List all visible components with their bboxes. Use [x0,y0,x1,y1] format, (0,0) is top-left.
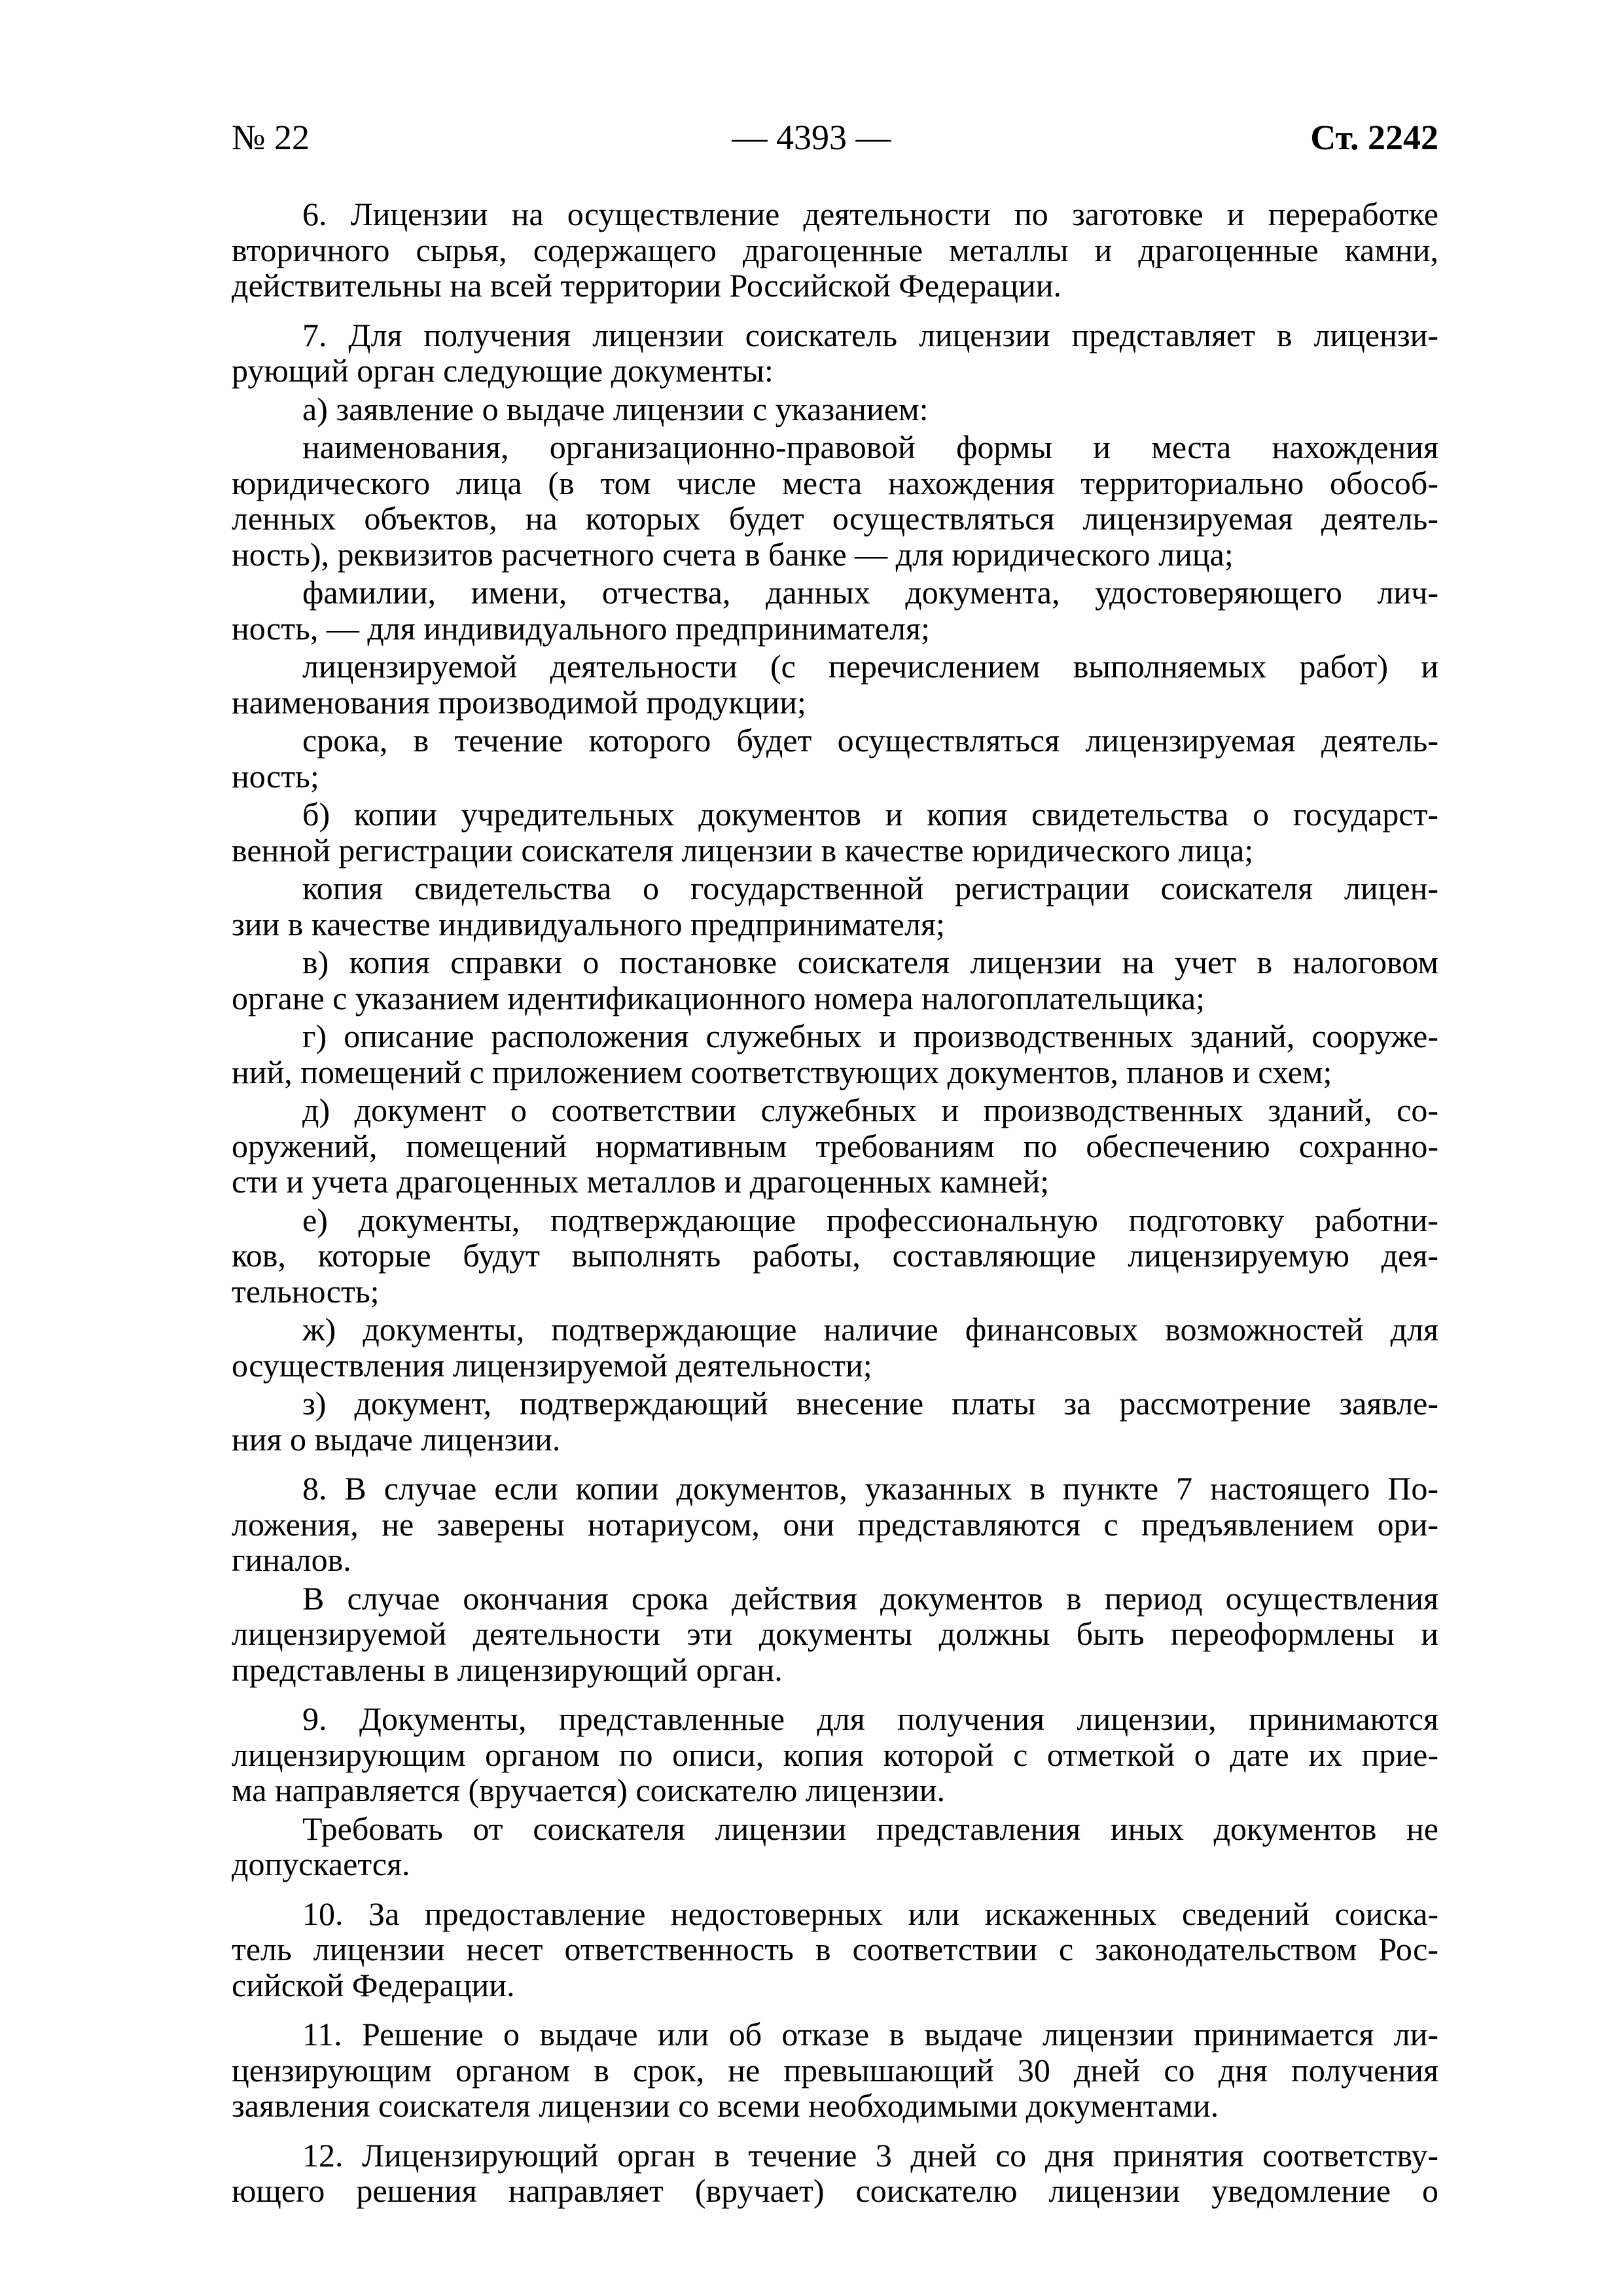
line-text: ния о выдаче лицензии. [232,1420,561,1458]
sub-paragraph [232,1202,1438,1310]
sub-paragraph [232,1581,1438,1688]
text-line [232,1931,1438,1967]
line-text: допускается. [232,1846,410,1882]
line-text: сти и учета драгоценных металлов и драгоценных камней; [232,1163,1050,1200]
line-text: ность), реквизитов расчетного счета в банке — для юридического лица; [232,535,1234,573]
text-line [232,1772,1438,1808]
sub-paragraph [232,1386,1438,1457]
line-text: заявления соискателя лицензии со всеми необходимыми документами. [232,2087,1219,2124]
text-line [232,1737,1438,1773]
text-line [232,611,1438,647]
text-line [232,1274,1438,1310]
text-line [232,797,1438,833]
line-text: представлены в лицензирующий орган. [232,1651,783,1688]
article-number: Ст. 2242 [1310,118,1438,157]
line-text: лицензируемой деятельности (с перечислением выполняемых работ) и [302,648,1438,685]
line-text: лицензируемой деятельности эти документы должны быть переоформлены и [232,1615,1438,1652]
text-line [232,2088,1438,2124]
document-body [232,196,1438,2209]
text-line [232,906,1438,942]
text-line [232,2017,1438,2053]
line-text: вторичного сырья, содержащего драгоценные металлы и драгоценные камни, [232,231,1438,268]
text-line [232,1471,1438,1507]
line-text: сийской Федерации. [232,1966,515,2003]
line-text: зии в качестве индивидуального предпринимателя; [232,905,945,942]
text-line [232,268,1438,304]
text-line [232,1846,1438,1882]
text-line [232,1312,1438,1348]
line-text: 11. Решение о выдаче или об отказе в выдаче лицензии принимается ли- [302,2016,1438,2053]
line-text: ность; [232,757,319,795]
line-text: д) документ о соответствии служебных и производственных зданий, со- [302,1092,1438,1128]
text-line [232,353,1438,389]
text-line [232,1386,1438,1422]
line-text: ма направляется (вручается) соискателю лицензии. [232,1772,946,1808]
text-line [232,1128,1438,1164]
text-line [232,1896,1438,1932]
text-line [232,1542,1438,1578]
sub-paragraph [232,1312,1438,1383]
line-text: юридического лица (в том числе места нахождения территориально обособ- [232,464,1438,501]
text-line [232,2138,1438,2174]
line-text: 8. В случае если копии документов, указанных в пункте 7 настоящего По- [302,1470,1438,1507]
text-line [232,501,1438,537]
line-text: лицензирующим органом по описи, копия которой с отметкой о дате их прие- [232,1736,1438,1773]
line-text: венной регистрации соискателя лицензии в качестве юридического лица; [232,831,1254,869]
sub-paragraph [232,870,1438,942]
line-text: 10. За предоставление недостоверных или искаженных сведений соиска- [302,1895,1438,1932]
line-text: ложения, не заверены нотариусом, они представляются с предъявлением ори- [232,1505,1438,1543]
text-line [232,1348,1438,1384]
line-text: г) описание расположения служебных и производственных зданий, сооруже- [302,1018,1438,1054]
clause-paragraph [232,2017,1438,2124]
text-line [232,1092,1438,1128]
text-line [232,685,1438,721]
line-text: действительны на всей территории Российской Федерации. [232,267,1062,304]
text-line [232,980,1438,1016]
text-line [232,833,1438,869]
line-text: копия свидетельства о государственной регистрации соискателя лицен- [302,870,1438,906]
line-text: гиналов. [232,1541,351,1578]
sub-paragraph [232,1092,1438,1200]
sub-paragraph [232,575,1438,646]
sub-paragraph [232,944,1438,1016]
clause-paragraph [232,2138,1438,2209]
line-text: е) документы, подтверждающие профессиональную подготовку работни- [302,1201,1438,1238]
text-line [232,1238,1438,1274]
text-line [232,649,1438,685]
sub-paragraph [232,723,1438,794]
text-line [232,1967,1438,2003]
line-text: Требовать от соискателя лицензии представления иных документов не [302,1810,1438,1847]
clause-paragraph [232,1896,1438,2003]
line-text: ленных объектов, на которых будет осуществляться лицензируемая деятель- [232,500,1438,537]
clause-paragraph [232,1471,1438,1578]
sub-paragraph [232,1811,1438,1882]
sub-paragraph [232,797,1438,868]
text-line [232,2053,1438,2089]
line-text: органе с указанием идентификационного номера налогоплательщика; [232,979,1205,1016]
line-text: тельность; [232,1272,380,1310]
line-text: рующий орган следующие документы: [232,352,774,389]
text-line [232,1581,1438,1617]
text-line [232,429,1438,465]
line-text: з) документ, подтверждающий внесение платы за рассмотрение заявле- [302,1385,1438,1422]
line-text: В случае окончания срока действия документов в период осуществления [302,1579,1438,1617]
text-line [232,465,1438,501]
line-text: ний, помещений с приложением соответствующих документов, планов и схем; [232,1053,1332,1090]
sub-paragraph [232,429,1438,572]
line-text: срока, в течение которого будет осуществляться лицензируемая деятель- [302,722,1438,759]
text-line [232,196,1438,232]
text-line [232,317,1438,353]
text-line [232,575,1438,611]
text-line [232,944,1438,980]
line-text: осуществления лицензируемой деятельности; [232,1346,872,1384]
line-text: ющего решения направляет (вручает) соискателю лицензии уведомление о [232,2172,1438,2209]
text-line [232,1507,1438,1543]
text-line [232,1616,1438,1652]
line-text: 7. Для получения лицензии соискатель лицензии представляет в лицензи- [302,316,1438,353]
text-line [232,1422,1438,1458]
line-text: а) заявление о выдаче лицензии с указанием: [302,390,929,427]
line-text: 9. Документы, представленные для получения лицензии, принимаются [302,1700,1438,1737]
text-line [232,1054,1438,1090]
clause-paragraph [232,1701,1438,1808]
page-number: — 4393 — [732,118,891,157]
line-text: ность, — для индивидуального предпринимателя; [232,609,930,647]
line-text: б) копии учредительных документов и копия свидетельства о государст- [302,796,1438,833]
text-line [232,391,1438,427]
line-text: фамилии, имени, отчества, данных документа, удостоверяющего лич- [302,574,1438,611]
line-text: наименования производимой продукции; [232,683,806,721]
sub-paragraph [232,391,1438,427]
line-text: цензирующим органом в срок, не превышающий 30 дней со дня получения [232,2051,1438,2089]
line-text: наименования, организационно-правовой формы и места нахождения [302,429,1438,465]
clause-paragraph [232,196,1438,304]
line-text: ков, которые будут выполнять работы, составляющие лицензируемую дея- [232,1237,1438,1274]
sub-paragraph [232,649,1438,720]
line-text: 6. Лицензии на осуществление деятельности по заготовке и переработке [302,196,1438,232]
text-line [232,1701,1438,1737]
text-line [232,1164,1438,1200]
text-line [232,759,1438,795]
sub-paragraph [232,1018,1438,1090]
line-text: ж) документы, подтверждающие наличие финансовых возможностей для [302,1311,1438,1348]
text-line [232,537,1438,573]
text-line [232,723,1438,759]
line-text: оружений, помещений нормативным требованиям по обеспечению сохранно- [232,1127,1438,1164]
issue-number: № 22 [232,118,310,157]
line-text: в) копия справки о постановке соискателя лицензии на учет в налоговом [302,944,1438,980]
line-text: тель лицензии несет ответственность в соответствии с законодательством Рос- [232,1931,1438,1967]
line-text: 12. Лицензирующий орган в течение 3 дней со дня принятия соответству- [302,2136,1438,2174]
text-line [232,1018,1438,1054]
text-line [232,870,1438,906]
clause-paragraph [232,317,1438,389]
text-line [232,1811,1438,1847]
text-line [232,232,1438,268]
text-line [232,1202,1438,1238]
text-line [232,2173,1438,2209]
text-line [232,1652,1438,1688]
